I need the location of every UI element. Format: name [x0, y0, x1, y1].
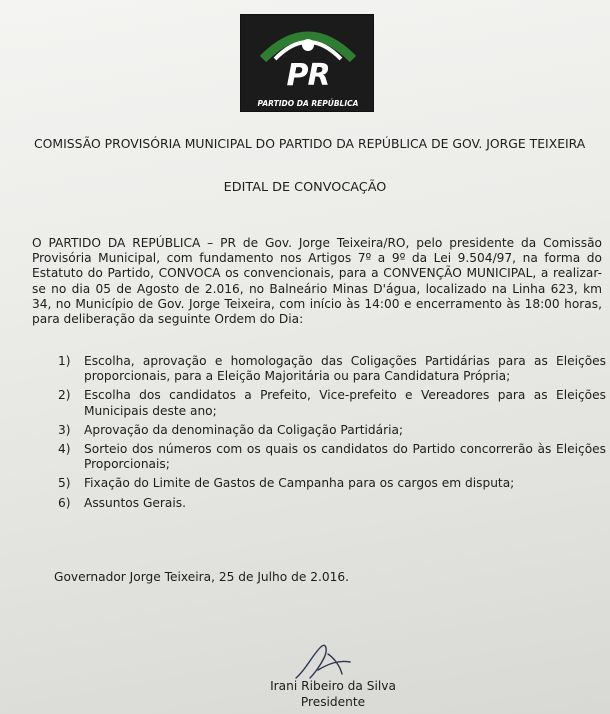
convocation-paragraph: O PARTIDO DA REPÚBLICA – PR de Gov. Jorge Teixeira/RO, pelo presidente da Comissão Provisória Municipal, com fundamento nos Artigos 7º a 9º da Lei 9.504/97, na forma do Estatuto do Partido, CONVOCA os convencionais, para a CONVENÇÃO MUNICIPAL, a realizar-se no dia 05 de Agosto de 2.016, no Balneário Minas D'água, localizado na Linha 623, km 34, no Município de Gov. Jorge Teixeira, com início às 14:00 e encerramento às 18:00 horas, para deliberação da seguinte Ordem do Dia: [32, 236, 602, 327]
document-title: EDITAL DE CONVOCAÇÃO [223, 180, 387, 195]
signer-name: Irani Ribeiro da Silva [270, 679, 396, 693]
agenda-item-text: Assuntos Gerais. [84, 495, 186, 510]
agenda-item-number: 3) [58, 422, 71, 437]
agenda-item-number: 1) [58, 354, 71, 368]
party-logo [240, 14, 374, 112]
logo-letters: PR [286, 58, 330, 93]
agenda-item [58, 442, 606, 472]
agenda-item-text: Sorteio dos números com os quais os candidatos do Partido concorrerão às Eleições Proporcionais; [84, 442, 606, 472]
agenda-item-text: Escolha dos candidatos a Prefeito, Vice-prefeito e Vereadores para as Eleições Municipais deste ano; [84, 388, 606, 418]
agenda-item [58, 496, 606, 511]
agenda-item-text: Escolha, aprovação e homologação das Coligações Partidárias para as Eleições proporcionais, para a Eleição Majoritária ou para Candidatura Própria; [84, 354, 606, 384]
signer-role: Presidente [300, 695, 366, 709]
signature-block [268, 678, 398, 710]
agenda-list [58, 354, 606, 515]
agenda-item-number: 4) [58, 442, 71, 457]
agenda-item-number: 2) [58, 388, 71, 403]
agenda-item [58, 476, 606, 491]
agenda-item-text: Fixação do Limite de Gastos de Campanha para os cargos em disputa; [84, 476, 515, 491]
logo-party-name: PARTIDO DA REPÚBLICA [257, 99, 359, 108]
agenda-item-number: 6) [58, 495, 71, 510]
agenda-item [58, 388, 606, 418]
agenda-item [58, 354, 606, 384]
agenda-item [58, 423, 606, 438]
agenda-item-text: Aprovação da denominação da Coligação Partidária; [84, 422, 404, 437]
place-and-date: Governador Jorge Teixeira, 25 de Julho de 2.016. [54, 570, 349, 584]
organization-heading: COMISSÃO PROVISÓRIA MUNICIPAL DO PARTIDO DA REPÚBLICA DE GOV. JORGE TEIXEIRA [34, 136, 586, 151]
agenda-item-number: 5) [58, 476, 71, 491]
